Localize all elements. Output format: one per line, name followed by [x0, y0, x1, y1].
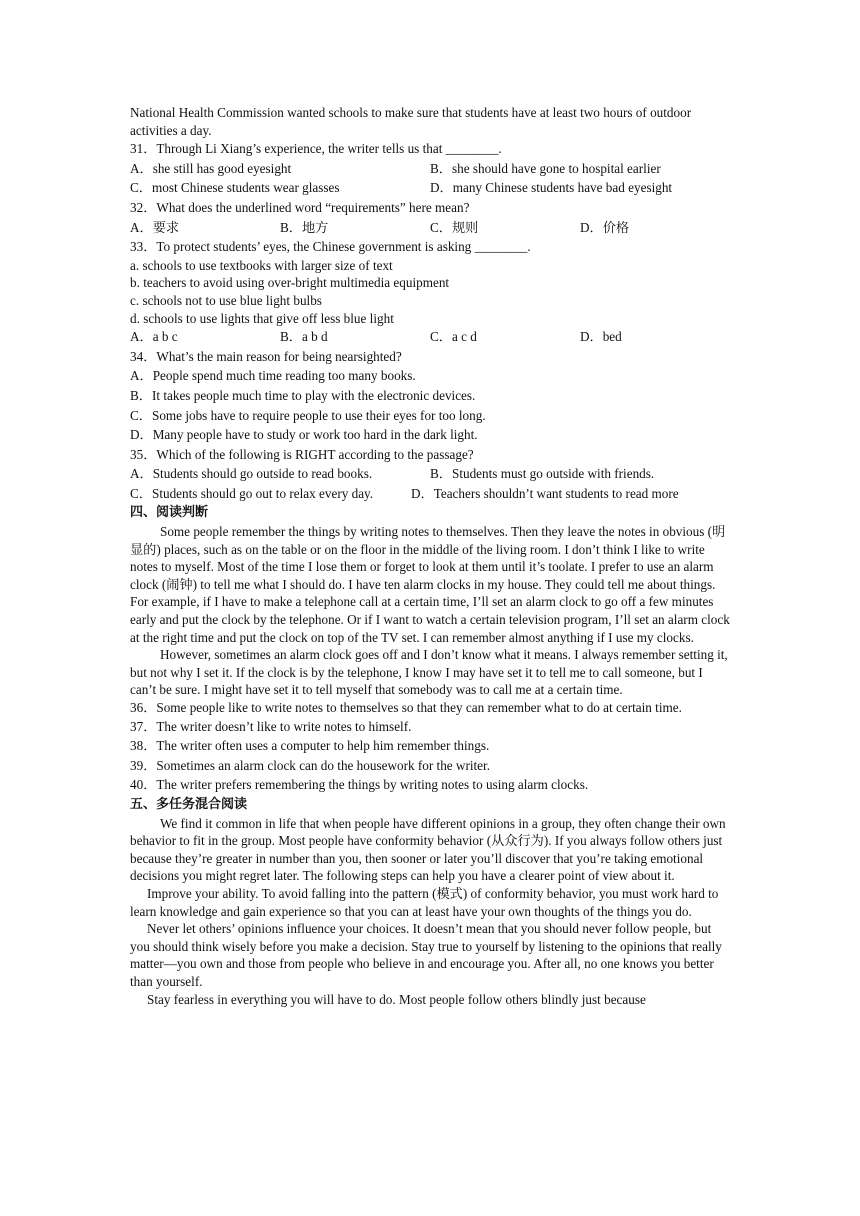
q31-option-a: A．she still has good eyesight — [130, 160, 292, 176]
section4-para2: However, sometimes an alarm clock goes off and I don’t know what it means. I always remember setting it, but not why I set it. If the clock is by the telephone, I know I may have set it to tell me to call someone, but I can’t be sure. I might have set it to tell myself that somebody was to call me at a certain time. — [130, 647, 728, 698]
q34-option-b: B．It takes people much time to play with the electronic devices. — [130, 387, 476, 403]
q35-options-row2 — [130, 484, 732, 504]
q35-options-row1 — [130, 464, 732, 484]
q35-option-d: D．Teachers shouldn’t want students to read more — [411, 485, 679, 501]
q32-stem: 32．What does the underlined word “requirements” here mean? — [130, 199, 470, 215]
q34-option-d: D．Many people have to study or work too hard in the dark light. — [130, 427, 478, 443]
q34-stem: 34．What’s the main reason for being nearsighted? — [130, 348, 402, 364]
intro-tail: National Health Commission wanted schools to make sure that students have at least two hours of outdoor activities a day. — [130, 105, 692, 138]
q31-options-row2 — [130, 178, 732, 198]
section5-para1: We find it common in life that when people have different opinions in a group, they often change their own behavior to fit in the group. Most people have conformity behavior (从众行为). If you always follow others just because they’re greater in number than you, then sooner or later you’ll discover that you’re taking emotional decisions you might regret later. The following steps can help you have a clearer point of view about it. — [130, 815, 726, 884]
q33-item-d: d. schools to use lights that give off less blue light — [130, 310, 394, 326]
q31-options-row1 — [130, 159, 732, 179]
document-page — [130, 104, 732, 1008]
statement-39: 39．Sometimes an alarm clock can do the housework for the writer. — [130, 757, 490, 773]
q32-option-a: A．要求 — [130, 219, 180, 235]
statement-38: 38．The writer often uses a computer to help him remember things. — [130, 738, 490, 754]
q33-option-c: C．a c d — [430, 329, 477, 345]
section5-title: 五、多任务混合阅读 — [130, 796, 248, 812]
q35-option-c: C．Students should go out to relax every day. — [130, 485, 374, 501]
section5-para2: Improve your ability. To avoid falling into the pattern (模式) of conformity behavior, you must work hard to learn knowledge and gain experience so that you can at least have your own thoughts of the things you do. — [130, 885, 719, 919]
section4-title: 四、阅读判断 — [130, 505, 209, 521]
q31-stem: 31．Through Li Xiang’s experience, the writer tells us that ________. — [130, 141, 502, 157]
q34-option-c: C．Some jobs have to require people to use their eyes for too long. — [130, 407, 486, 423]
section5-para4: Stay fearless in everything you will have to do. Most people follow others blindly just because — [147, 991, 646, 1007]
statement-37: 37．The writer doesn’t like to write notes to himself. — [130, 718, 412, 734]
section5-para3: Never let others’ opinions influence your choices. It doesn’t mean that you should never follow people, but you should think wisely before you make a decision. Stay true to yourself by listening to the opinions that really matter—you own and those from people who believe in and encourage you. After all, no one knows you better than yourself. — [130, 921, 722, 989]
q32-option-d: D．价格 — [580, 219, 630, 235]
q32-options — [130, 218, 732, 238]
q33-option-a: A．a b c — [130, 329, 178, 345]
q33-item-b: b. teachers to avoid using over-bright multimedia equipment — [130, 275, 450, 291]
q33-options — [130, 327, 732, 347]
q32-option-c: C．规则 — [430, 219, 479, 235]
q33-items — [130, 257, 732, 327]
q31-option-c: C．most Chinese students wear glasses — [130, 180, 340, 196]
q33-option-b: B．a b d — [280, 329, 328, 345]
q35-stem: 35．Which of the following is RIGHT according to the passage? — [130, 446, 474, 462]
q32-option-b: B．地方 — [280, 219, 329, 235]
q31-option-b: B．she should have gone to hospital earlier — [430, 160, 661, 176]
q33-item-c: c. schools not to use blue light bulbs — [130, 292, 322, 308]
q33-item-a: a. schools to use textbooks with larger size of text — [130, 257, 393, 273]
q34-option-a: A．People spend much time reading too many books. — [130, 368, 416, 384]
q33-stem: 33．To protect students’ eyes, the Chinese government is asking ________. — [130, 239, 531, 255]
q35-option-a: A．Students should go outside to read books. — [130, 466, 373, 482]
statement-36: 36．Some people like to write notes to themselves so that they can remember what to do at certain time. — [130, 700, 682, 715]
section4-para1: Some people remember the things by writing notes to themselves. Then they leave the notes in obvious (明显的) places, such as on the table or on the floor in the middle of the living room. I don’t think I like to write notes to myself. Most of the time I lose them or forget to look at them until it’s toolate. I prefer to use an alarm clock (闹钟) to tell me what I should do. I have ten alarm clocks in my house. They could tell me about things. For example, if I have to make a telephone call at a certain time, I’ll set an alarm clock to go off a few minutes early and put the clock by the telephone. Or if I want to watch a certain television program, I’ll set an alarm clock at the right time and put the clock on top of the TV set. I can remember almost anything if I use my clocks. — [130, 524, 730, 645]
q35-option-b: B．Students must go outside with friends. — [430, 466, 655, 482]
q31-option-d: D．many Chinese students have bad eyesight — [430, 180, 673, 196]
q33-option-d: D．bed — [580, 329, 622, 345]
statement-40: 40．The writer prefers remembering the things by writing notes to using alarm clocks. — [130, 777, 589, 793]
